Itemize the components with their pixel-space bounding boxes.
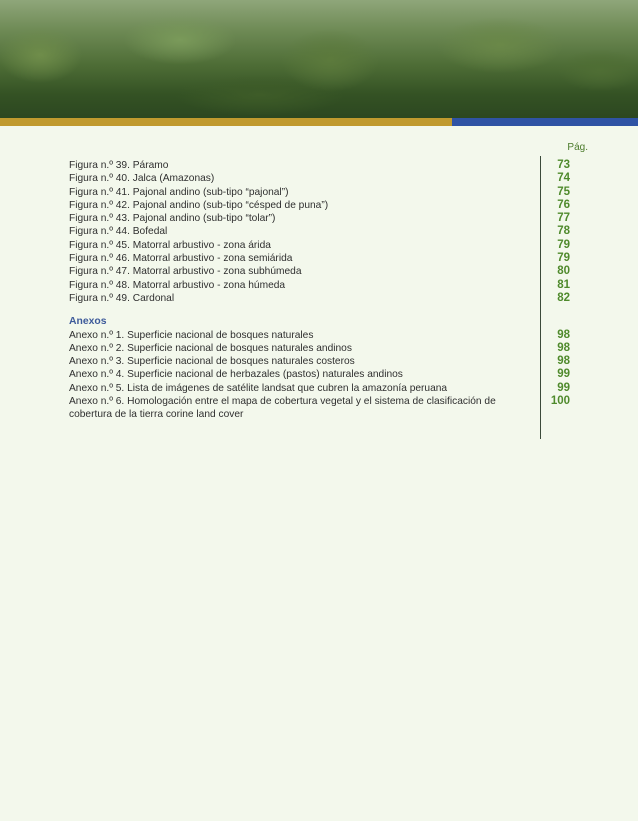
gold-divider-bar	[0, 118, 452, 126]
page-number: 78	[557, 225, 570, 238]
toc-entry-figure-43[interactable]: Figura n.º 43. Pajonal andino (sub-tipo “tolar”)	[69, 213, 276, 225]
toc-entry-annex-3[interactable]: Anexo n.º 3. Superficie nacional de bosques naturales costeros	[69, 356, 355, 368]
page-number: 100	[550, 395, 570, 408]
page-number: 99	[557, 381, 570, 394]
forest-header-image	[0, 0, 638, 118]
page-number: 79	[557, 238, 570, 251]
toc-entry-figure-41[interactable]: Figura n.º 41. Pajonal andino (sub-tipo “pajonal”)	[69, 186, 289, 198]
page-number: 98	[557, 341, 570, 354]
page-number: 99	[557, 368, 570, 381]
toc-entry-annex-2[interactable]: Anexo n.º 2. Superficie nacional de bosques naturales andinos	[69, 342, 352, 354]
blue-divider-bar	[452, 118, 638, 126]
toc-entry-figure-40[interactable]: Figura n.º 40. Jalca (Amazonas)	[69, 173, 215, 185]
page-number: 75	[557, 185, 570, 198]
page-number: 98	[557, 328, 570, 341]
toc-entry-annex-1[interactable]: Anexo n.º 1. Superficie nacional de bosques naturales	[69, 329, 314, 341]
page-number: 79	[557, 252, 570, 265]
page-number: 80	[557, 265, 570, 278]
page-number: 74	[557, 172, 570, 185]
toc-entry-figure-48[interactable]: Figura n.º 48. Matorral arbustivo - zona húmeda	[69, 279, 286, 291]
toc-entry-figure-39[interactable]: Figura n.º 39. Páramo	[69, 160, 169, 171]
page-column-label: Pág.	[567, 142, 588, 153]
toc-entry-figure-47[interactable]: Figura n.º 47. Matorral arbustivo - zona subhúmeda	[69, 266, 302, 278]
column-divider	[540, 156, 541, 439]
toc-entry-figure-42[interactable]: Figura n.º 42. Pajonal andino (sub-tipo “césped de puna”)	[69, 199, 329, 211]
toc-entries	[69, 159, 527, 422]
annexes-heading: Anexos	[69, 316, 107, 328]
page-numbers-column	[544, 159, 570, 408]
page-number: 76	[557, 198, 570, 211]
toc-entry-figure-49[interactable]: Figura n.º 49. Cardonal	[69, 292, 175, 304]
page-number: 82	[557, 291, 570, 304]
page-number: 81	[557, 278, 570, 291]
section-spacer	[544, 305, 570, 328]
toc-entry-annex-4[interactable]: Anexo n.º 4. Superficie nacional de herbazales (pastos) naturales andinos	[69, 369, 403, 381]
toc-entry-annex-6[interactable]: Anexo n.º 6. Homologación entre el mapa de cobertura vegetal y el sistema de clasificación de cobertura de la tierra corine land cover	[69, 396, 496, 421]
toc-entry-figure-46[interactable]: Figura n.º 46. Matorral arbustivo - zona semiárida	[69, 253, 293, 265]
toc-entry-figure-45[interactable]: Figura n.º 45. Matorral arbustivo - zona árida	[69, 239, 271, 251]
toc-entry-annex-5[interactable]: Anexo n.º 5. Lista de imágenes de satélite landsat que cubren la amazonía peruana	[69, 382, 448, 394]
page-number: 77	[557, 212, 570, 225]
toc-entry-figure-44[interactable]: Figura n.º 44. Bofedal	[69, 226, 168, 238]
page-number: 98	[557, 355, 570, 368]
page-number: 73	[557, 159, 570, 171]
